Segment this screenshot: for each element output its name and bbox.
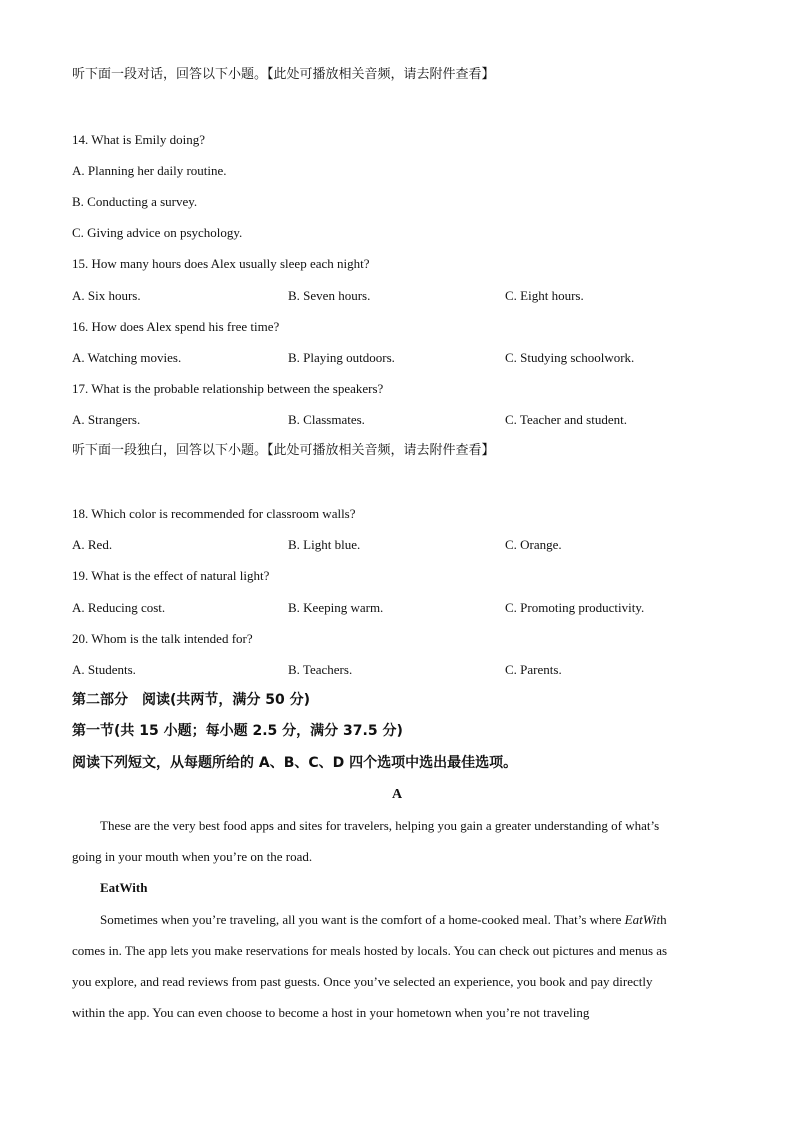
eatwith-paragraph-line-4: within the app. You can even choose to become a host in your hometown when you’re not traveling <box>72 1005 590 1020</box>
q18-option-a: A. Red. <box>72 537 113 552</box>
question-15: 15. How many hours does Alex usually sleep each night? <box>72 256 370 271</box>
q20-option-c: C. Parents. <box>505 662 562 677</box>
q14-option-a: A. Planning her daily routine. <box>72 163 227 178</box>
eatwith-paragraph-line-3: you explore, and read reviews from past guests. Once you’ve selected an experience, you book and pay directly <box>72 974 653 989</box>
q17-option-c: C. Teacher and student. <box>505 412 627 427</box>
passage-intro-line-2: going in your mouth when you’re on the road. <box>72 849 313 864</box>
question-18: 18. Which color is recommended for classroom walls? <box>72 506 356 521</box>
eatwith-italic-name: EatWit <box>624 912 661 927</box>
q14-option-b: B. Conducting a survey. <box>72 194 198 209</box>
q15-option-b: B. Seven hours. <box>288 288 371 303</box>
q16-option-c: C. Studying schoolwork. <box>505 350 635 365</box>
eatwith-paragraph-line-2: comes in. The app lets you make reservations for meals hosted by locals. You can check out pictures and menus as <box>72 943 668 958</box>
question-17: 17. What is the probable relationship between the speakers? <box>72 381 384 396</box>
eatwith-line-1-text: Sometimes when you’re traveling, all you want is the comfort of a home-cooked meal. That’s where <box>100 912 625 927</box>
eatwith-subheading: EatWith <box>100 880 148 895</box>
section-one-heading: 第一节(共 15 小题；每小题 2.5 分，满分 37.5 分) <box>72 723 403 739</box>
dialogue-instruction: 听下面一段对话，回答以下小题。【此处可播放相关音频，请去附件查看】 <box>72 67 495 82</box>
question-19: 19. What is the effect of natural light? <box>72 568 270 583</box>
passage-label: A <box>391 787 403 802</box>
q17-option-a: A. Strangers. <box>72 412 141 427</box>
q20-option-b: B. Teachers. <box>288 662 353 677</box>
q18-option-b: B. Light blue. <box>288 537 361 552</box>
question-20: 20. Whom is the talk intended for? <box>72 631 253 646</box>
q16-option-a: A. Watching movies. <box>72 350 182 365</box>
monologue-instruction: 听下面一段独白，回答以下小题。【此处可播放相关音频，请去附件查看】 <box>72 443 495 458</box>
q16-option-b: B. Playing outdoors. <box>288 350 395 365</box>
eatwith-line-1-tail: h <box>660 912 667 927</box>
q15-option-c: C. Eight hours. <box>505 288 584 303</box>
q19-option-a: A. Reducing cost. <box>72 600 166 615</box>
q17-option-b: B. Classmates. <box>288 412 365 427</box>
reading-instruction: 阅读下列短文，从每题所给的 A、B、C、D 四个选项中选出最佳选项。 <box>72 755 518 771</box>
passage-intro-line-1: These are the very best food apps and sites for travelers, helping you gain a greater understanding of what’s <box>100 818 660 833</box>
q19-option-c: C. Promoting productivity. <box>505 600 645 615</box>
q19-option-b: B. Keeping warm. <box>288 600 384 615</box>
question-14: 14. What is Emily doing? <box>72 132 205 147</box>
q18-option-c: C. Orange. <box>505 537 562 552</box>
question-16: 16. How does Alex spend his free time? <box>72 319 280 334</box>
q20-option-a: A. Students. <box>72 662 136 677</box>
part-two-heading: 第二部分 阅读(共两节，满分 50 分) <box>72 692 311 708</box>
eatwith-paragraph-line-1 <box>100 912 750 928</box>
q14-option-c: C. Giving advice on psychology. <box>72 225 243 240</box>
q15-option-a: A. Six hours. <box>72 288 141 303</box>
